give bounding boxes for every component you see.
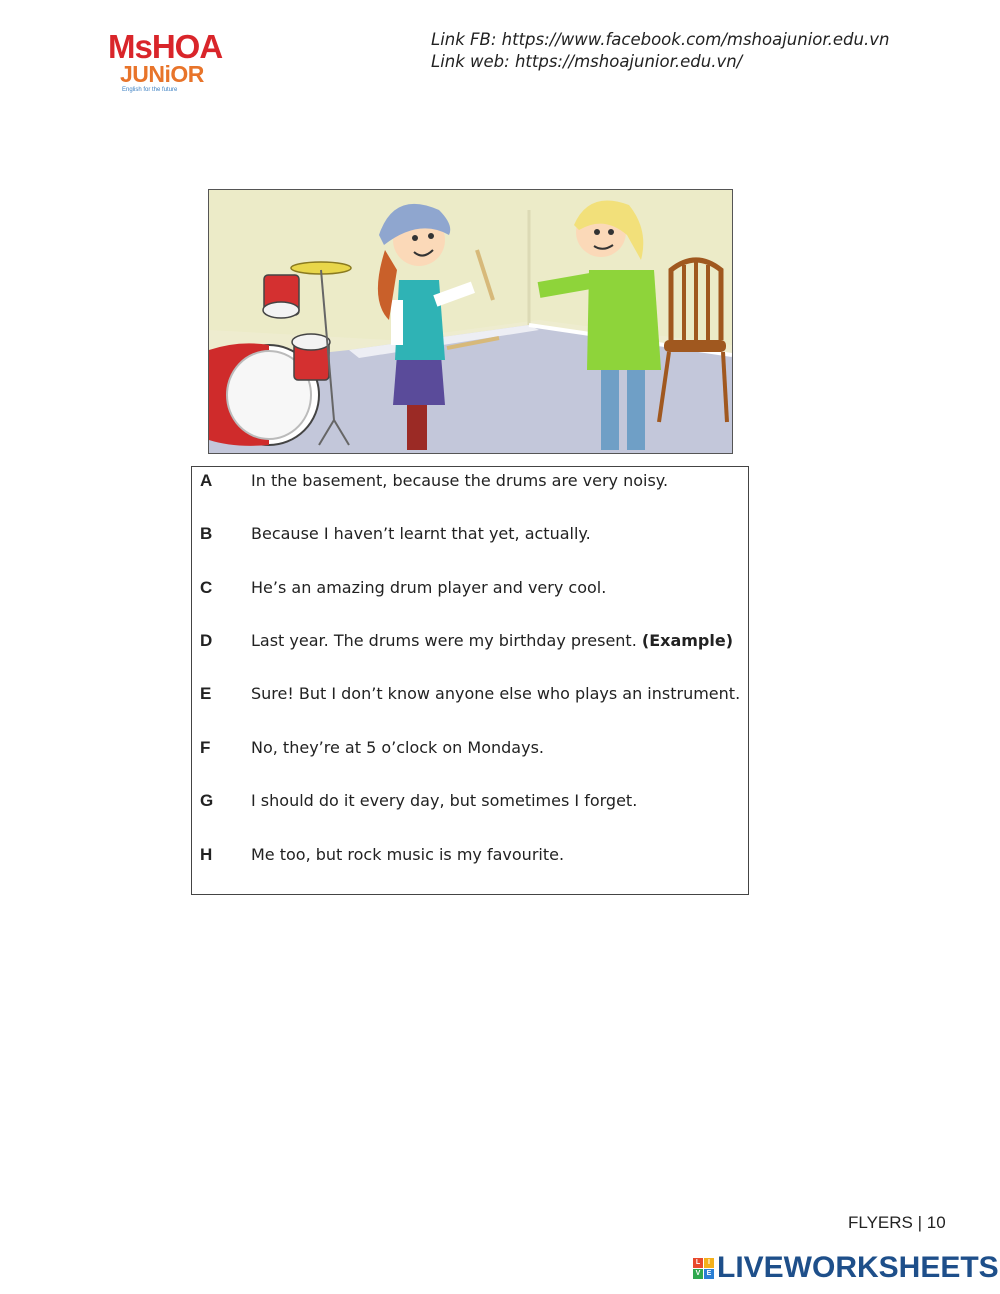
option-text: Because I haven’t learnt that yet, actually.: [251, 524, 591, 543]
option-text: He’s an amazing drum player and very cool.: [251, 578, 607, 597]
example-label: (Example): [641, 631, 734, 650]
illustration-svg: [209, 190, 732, 453]
option-letter: G: [200, 791, 214, 810]
answer-options-box: [191, 466, 749, 895]
mshoa-junior-logo: [108, 30, 233, 98]
page-number-label: FLYERS | 10: [848, 1213, 946, 1232]
option-text: Last year. The drums were my birthday present. (Example): [251, 631, 734, 650]
logo-tagline: English for the future: [122, 87, 178, 93]
option-text: No, they’re at 5 o’clock on Mondays.: [251, 738, 544, 757]
option-letter: E: [200, 684, 212, 703]
option-text: In the basement, because the drums are very noisy.: [251, 471, 669, 490]
header-links: [431, 29, 889, 73]
website-link[interactable]: Link web: https://mshoajunior.edu.vn/: [431, 52, 743, 71]
illustration-two-girls-drums: [208, 189, 733, 454]
option-letter: H: [200, 845, 213, 864]
logo-text-mshoa: MsHOA: [108, 28, 223, 65]
liveworksheets-wordmark: LIVEWORKSHEETS: [717, 1251, 999, 1284]
logo-text-junior: JUNiOR: [120, 61, 204, 87]
option-letter: F: [200, 738, 211, 757]
option-text: I should do it every day, but sometimes I forget.: [251, 791, 638, 810]
facebook-link[interactable]: Link FB: https://www.facebook.com/mshoajunior.edu.vn: [431, 30, 890, 49]
option-text: Sure! But I don’t know anyone else who plays an instrument.: [251, 684, 741, 703]
option-text: Me too, but rock music is my favourite.: [251, 845, 565, 864]
option-letter: C: [200, 578, 213, 597]
liveworksheets-blocks-icon: L I V E: [693, 1258, 715, 1280]
option-letter: B: [200, 524, 213, 543]
option-letter: D: [200, 631, 213, 650]
option-letter: A: [200, 471, 213, 490]
